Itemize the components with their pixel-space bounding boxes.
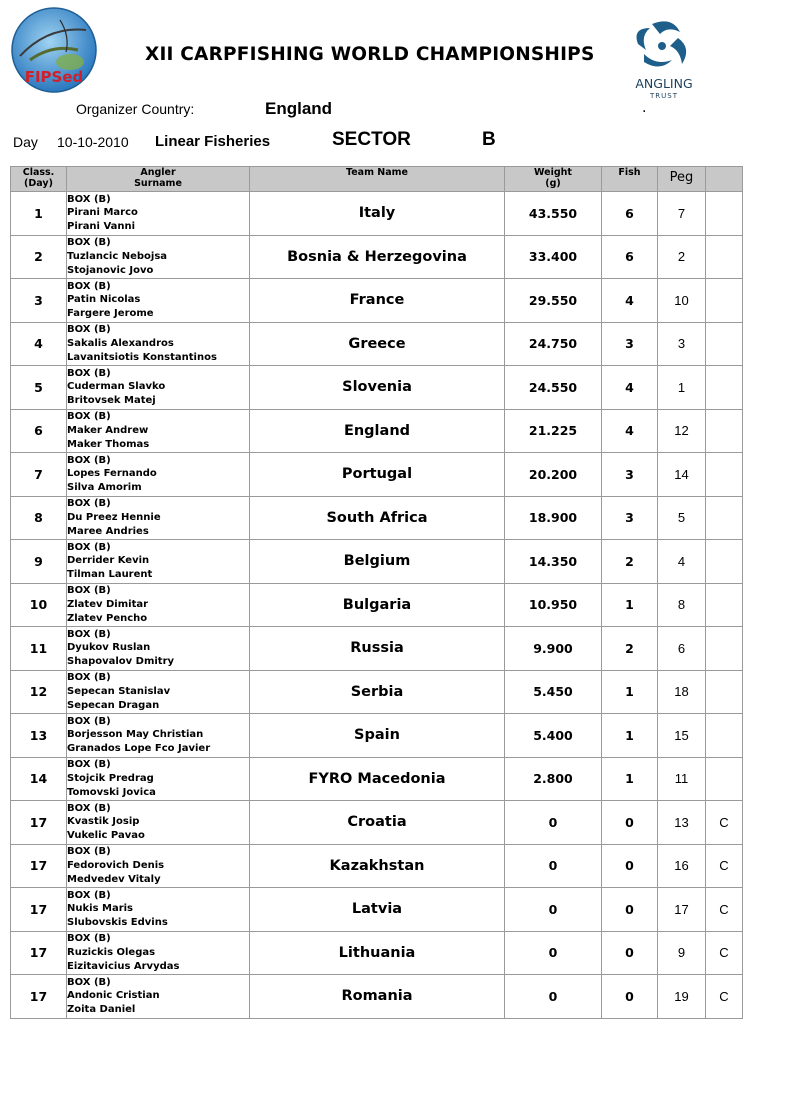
weight-cell: 33.400 <box>505 235 602 279</box>
angler-name-2: Zoita Daniel <box>67 1004 136 1016</box>
peg-cell: 4 <box>658 540 706 584</box>
table-row <box>11 757 743 801</box>
peg-cell: 11 <box>658 757 706 801</box>
team-cell: Latvia <box>250 888 505 932</box>
box-label: BOX (B) <box>67 541 111 553</box>
angler-cell <box>67 192 250 236</box>
note-cell <box>706 583 743 627</box>
angler-cell <box>67 757 250 801</box>
organizer-value: England <box>265 99 333 118</box>
venue-name: Linear Fisheries <box>155 133 271 150</box>
weight-cell: 0 <box>505 844 602 888</box>
column-header-peg: Peg <box>658 167 706 192</box>
weight-cell: 24.550 <box>505 366 602 410</box>
header-angler-line2: Surname <box>134 178 182 189</box>
table-row <box>11 322 743 366</box>
peg-cell: 10 <box>658 279 706 323</box>
note-cell <box>706 757 743 801</box>
team-cell: England <box>250 409 505 453</box>
class-cell: 13 <box>11 714 67 758</box>
angler-cell <box>67 322 250 366</box>
column-header-angler <box>67 167 250 192</box>
note-cell <box>706 714 743 758</box>
team-cell: Spain <box>250 714 505 758</box>
angler-name-1: Sakalis Alexandros <box>67 337 174 349</box>
angler-cell <box>67 670 250 714</box>
class-cell: 17 <box>11 888 67 932</box>
angler-name-1: Fedorovich Denis <box>67 859 165 871</box>
class-cell: 17 <box>11 931 67 975</box>
table-row <box>11 235 743 279</box>
angler-name-1: Nukis Maris <box>67 903 134 915</box>
weight-cell: 5.450 <box>505 670 602 714</box>
angler-name-1: Ruzickis Olegas <box>67 946 156 958</box>
weight-cell: 2.800 <box>505 757 602 801</box>
stray-dot: . <box>642 100 647 116</box>
table-row <box>11 366 743 410</box>
fish-cell: 1 <box>602 670 658 714</box>
fish-cell: 1 <box>602 583 658 627</box>
angler-name-1: Andonic Cristian <box>67 990 160 1002</box>
weight-cell: 0 <box>505 801 602 845</box>
organizer-label: Organizer Country: <box>76 101 195 117</box>
day-label: Day <box>13 134 38 150</box>
team-cell: Kazakhstan <box>250 844 505 888</box>
angler-cell <box>67 453 250 497</box>
table-row <box>11 888 743 932</box>
angler-cell <box>67 714 250 758</box>
weight-cell: 20.200 <box>505 453 602 497</box>
fish-cell: 3 <box>602 322 658 366</box>
note-cell <box>706 322 743 366</box>
fish-cell: 2 <box>602 627 658 671</box>
angler-cell <box>67 540 250 584</box>
team-cell: Italy <box>250 192 505 236</box>
fish-cell: 6 <box>602 192 658 236</box>
class-cell: 11 <box>11 627 67 671</box>
table-row <box>11 801 743 845</box>
note-cell <box>706 627 743 671</box>
angler-name-2: Stojanovic Jovo <box>67 264 154 276</box>
team-cell: Belgium <box>250 540 505 584</box>
angler-cell <box>67 627 250 671</box>
peg-cell: 12 <box>658 409 706 453</box>
fish-cell: 6 <box>602 235 658 279</box>
angler-name-2: Eizitavicius Arvydas <box>67 960 180 972</box>
weight-cell: 21.225 <box>505 409 602 453</box>
box-label: BOX (B) <box>67 237 111 249</box>
note-cell: C <box>706 801 743 845</box>
peg-cell: 13 <box>658 801 706 845</box>
peg-cell: 1 <box>658 366 706 410</box>
note-cell <box>706 409 743 453</box>
header-class-line1: Class. <box>22 167 55 178</box>
box-label: BOX (B) <box>67 976 111 988</box>
note-cell: C <box>706 975 743 1019</box>
angler-name-2: Fargere Jerome <box>67 308 154 320</box>
day-value: 10-10-2010 <box>57 134 129 150</box>
box-label: BOX (B) <box>67 802 111 814</box>
team-cell: FYRO Macedonia <box>250 757 505 801</box>
angler-name-2: Zlatev Pencho <box>67 612 148 624</box>
team-cell: France <box>250 279 505 323</box>
fish-cell: 3 <box>602 496 658 540</box>
table-row <box>11 975 743 1019</box>
column-header-fish: Fish <box>602 167 658 192</box>
table-row <box>11 931 743 975</box>
box-label: BOX (B) <box>67 672 111 684</box>
angler-name-2: Shapovalov Dmitry <box>67 656 175 668</box>
class-cell: 12 <box>11 670 67 714</box>
class-cell: 14 <box>11 757 67 801</box>
header-angler-line1: Angler <box>140 167 176 178</box>
class-cell: 2 <box>11 235 67 279</box>
angler-name-1: Pirani Marco <box>67 207 138 219</box>
column-header-team: Team Name <box>250 167 505 192</box>
angler-name-2: Granados Lope Fco Javier <box>67 743 211 755</box>
class-cell: 9 <box>11 540 67 584</box>
note-cell <box>706 670 743 714</box>
class-cell: 17 <box>11 801 67 845</box>
fish-cell: 2 <box>602 540 658 584</box>
angler-name-2: Maree Andries <box>67 525 149 537</box>
fish-cell: 4 <box>602 279 658 323</box>
box-label: BOX (B) <box>67 889 111 901</box>
box-label: BOX (B) <box>67 585 111 597</box>
angler-cell <box>67 409 250 453</box>
note-cell <box>706 453 743 497</box>
table-row <box>11 714 743 758</box>
angler-name-2: Silva Amorim <box>67 482 142 494</box>
peg-cell: 6 <box>658 627 706 671</box>
team-cell: Russia <box>250 627 505 671</box>
table-row <box>11 453 743 497</box>
peg-cell: 17 <box>658 888 706 932</box>
peg-cell: 19 <box>658 975 706 1019</box>
peg-cell: 2 <box>658 235 706 279</box>
angler-name-2: Slubovskis Edvins <box>67 917 168 929</box>
angler-name-2: Maker Thomas <box>67 438 150 450</box>
peg-cell: 9 <box>658 931 706 975</box>
angler-name-2: Pirani Vanni <box>67 221 136 233</box>
class-cell: 17 <box>11 844 67 888</box>
note-cell <box>706 540 743 584</box>
angler-name-1: Patin Nicolas <box>67 294 141 306</box>
angler-name-2: Britovsek Matej <box>67 395 156 407</box>
table-row <box>11 844 743 888</box>
class-cell: 10 <box>11 583 67 627</box>
weight-cell: 5.400 <box>505 714 602 758</box>
table-row <box>11 192 743 236</box>
peg-cell: 7 <box>658 192 706 236</box>
angler-name-1: Maker Andrew <box>67 424 149 436</box>
box-label: BOX (B) <box>67 498 111 510</box>
svg-text:FIPSed: FIPSed <box>24 68 84 86</box>
angler-name-2: Tomovski Jovica <box>67 786 156 798</box>
table-row <box>11 627 743 671</box>
table-row <box>11 496 743 540</box>
box-label: BOX (B) <box>67 628 111 640</box>
fish-cell: 4 <box>602 409 658 453</box>
angler-name-1: Lopes Fernando <box>67 468 157 480</box>
fish-cell: 4 <box>602 366 658 410</box>
table-row <box>11 279 743 323</box>
team-cell: Lithuania <box>250 931 505 975</box>
note-cell: C <box>706 931 743 975</box>
angler-cell <box>67 235 250 279</box>
peg-cell: 3 <box>658 322 706 366</box>
sector-label: SECTOR <box>332 129 411 150</box>
angler-name-2: Medvedev Vitaly <box>67 873 161 885</box>
angler-name-1: Du Preez Hennie <box>67 511 161 523</box>
team-cell: Bosnia & Herzegovina <box>250 235 505 279</box>
angler-cell <box>67 931 250 975</box>
note-cell <box>706 279 743 323</box>
note-cell <box>706 235 743 279</box>
class-cell: 1 <box>11 192 67 236</box>
table-row <box>11 670 743 714</box>
header-class-line2: (Day) <box>24 178 53 189</box>
class-cell: 5 <box>11 366 67 410</box>
fish-cell: 1 <box>602 757 658 801</box>
class-cell: 4 <box>11 322 67 366</box>
class-cell: 6 <box>11 409 67 453</box>
note-cell <box>706 496 743 540</box>
team-cell: Slovenia <box>250 366 505 410</box>
weight-cell: 43.550 <box>505 192 602 236</box>
angler-name-1: Borjesson May Christian <box>67 729 204 741</box>
column-header-note <box>706 167 743 192</box>
weight-cell: 24.750 <box>505 322 602 366</box>
fipsed-logo <box>8 6 102 94</box>
angler-name-1: Tuzlancic Nebojsa <box>67 250 168 262</box>
angler-name-1: Dyukov Ruslan <box>67 642 151 654</box>
fish-cell: 0 <box>602 801 658 845</box>
team-cell: Romania <box>250 975 505 1019</box>
note-cell <box>706 192 743 236</box>
note-cell: C <box>706 888 743 932</box>
note-cell <box>706 366 743 410</box>
angler-cell <box>67 279 250 323</box>
box-label: BOX (B) <box>67 280 111 292</box>
angler-cell <box>67 801 250 845</box>
angler-name-2: Sepecan Dragan <box>67 699 160 711</box>
angler-cell <box>67 496 250 540</box>
peg-cell: 8 <box>658 583 706 627</box>
results-table <box>10 166 743 1019</box>
class-cell: 17 <box>11 975 67 1019</box>
weight-cell: 10.950 <box>505 583 602 627</box>
weight-cell: 0 <box>505 975 602 1019</box>
fish-cell: 0 <box>602 888 658 932</box>
table-row <box>11 409 743 453</box>
angler-name-2: Vukelic Pavao <box>67 830 145 842</box>
weight-cell: 9.900 <box>505 627 602 671</box>
class-cell: 7 <box>11 453 67 497</box>
table-row <box>11 583 743 627</box>
header-weight-line1: Weight <box>534 167 572 178</box>
fipsed-logo-icon <box>8 6 102 94</box>
angler-cell <box>67 366 250 410</box>
angler-name-1: Derrider Kevin <box>67 555 150 567</box>
angler-cell <box>67 888 250 932</box>
angler-name-1: Cuderman Slavko <box>67 381 166 393</box>
box-label: BOX (B) <box>67 933 111 945</box>
box-label: BOX (B) <box>67 193 111 205</box>
angler-name-1: Kvastik Josip <box>67 816 140 828</box>
box-label: BOX (B) <box>67 367 111 379</box>
peg-cell: 18 <box>658 670 706 714</box>
box-label: BOX (B) <box>67 324 111 336</box>
table-row <box>11 540 743 584</box>
angler-name-2: Lavanitsiotis Konstantinos <box>67 351 217 363</box>
column-header-weight <box>505 167 602 192</box>
box-label: BOX (B) <box>67 846 111 858</box>
weight-cell: 0 <box>505 931 602 975</box>
box-label: BOX (B) <box>67 454 111 466</box>
angler-name-2: Tilman Laurent <box>67 569 153 581</box>
fish-cell: 0 <box>602 844 658 888</box>
peg-cell: 15 <box>658 714 706 758</box>
team-cell: Croatia <box>250 801 505 845</box>
svg-text:TRUST: TRUST <box>650 92 678 100</box>
angler-cell <box>67 975 250 1019</box>
weight-cell: 18.900 <box>505 496 602 540</box>
angler-cell <box>67 583 250 627</box>
team-cell: Serbia <box>250 670 505 714</box>
fish-cell: 0 <box>602 931 658 975</box>
weight-cell: 0 <box>505 888 602 932</box>
table-header-row <box>11 167 743 192</box>
page-title: XII CARPFISHING WORLD CHAMPIONSHIPS <box>145 44 595 65</box>
svg-text:ANGLING: ANGLING <box>635 76 693 91</box>
fish-cell: 0 <box>602 975 658 1019</box>
angler-name-1: Zlatev Dimitar <box>67 598 149 610</box>
peg-cell: 16 <box>658 844 706 888</box>
team-cell: Greece <box>250 322 505 366</box>
fish-cell: 3 <box>602 453 658 497</box>
peg-cell: 14 <box>658 453 706 497</box>
weight-cell: 14.350 <box>505 540 602 584</box>
team-cell: South Africa <box>250 496 505 540</box>
angler-name-1: Stojcik Predrag <box>67 772 154 784</box>
box-label: BOX (B) <box>67 411 111 423</box>
box-label: BOX (B) <box>67 715 111 727</box>
team-cell: Portugal <box>250 453 505 497</box>
class-cell: 8 <box>11 496 67 540</box>
fish-swirl-icon <box>622 14 712 104</box>
angler-name-1: Sepecan Stanislav <box>67 685 171 697</box>
sector-value: B <box>482 129 496 150</box>
weight-cell: 29.550 <box>505 279 602 323</box>
box-label: BOX (B) <box>67 759 111 771</box>
angling-trust-logo <box>622 14 712 104</box>
header-weight-line2: (g) <box>545 178 561 189</box>
class-cell: 3 <box>11 279 67 323</box>
angler-cell <box>67 844 250 888</box>
team-cell: Bulgaria <box>250 583 505 627</box>
note-cell: C <box>706 844 743 888</box>
column-header-class <box>11 167 67 192</box>
peg-cell: 5 <box>658 496 706 540</box>
fish-cell: 1 <box>602 714 658 758</box>
